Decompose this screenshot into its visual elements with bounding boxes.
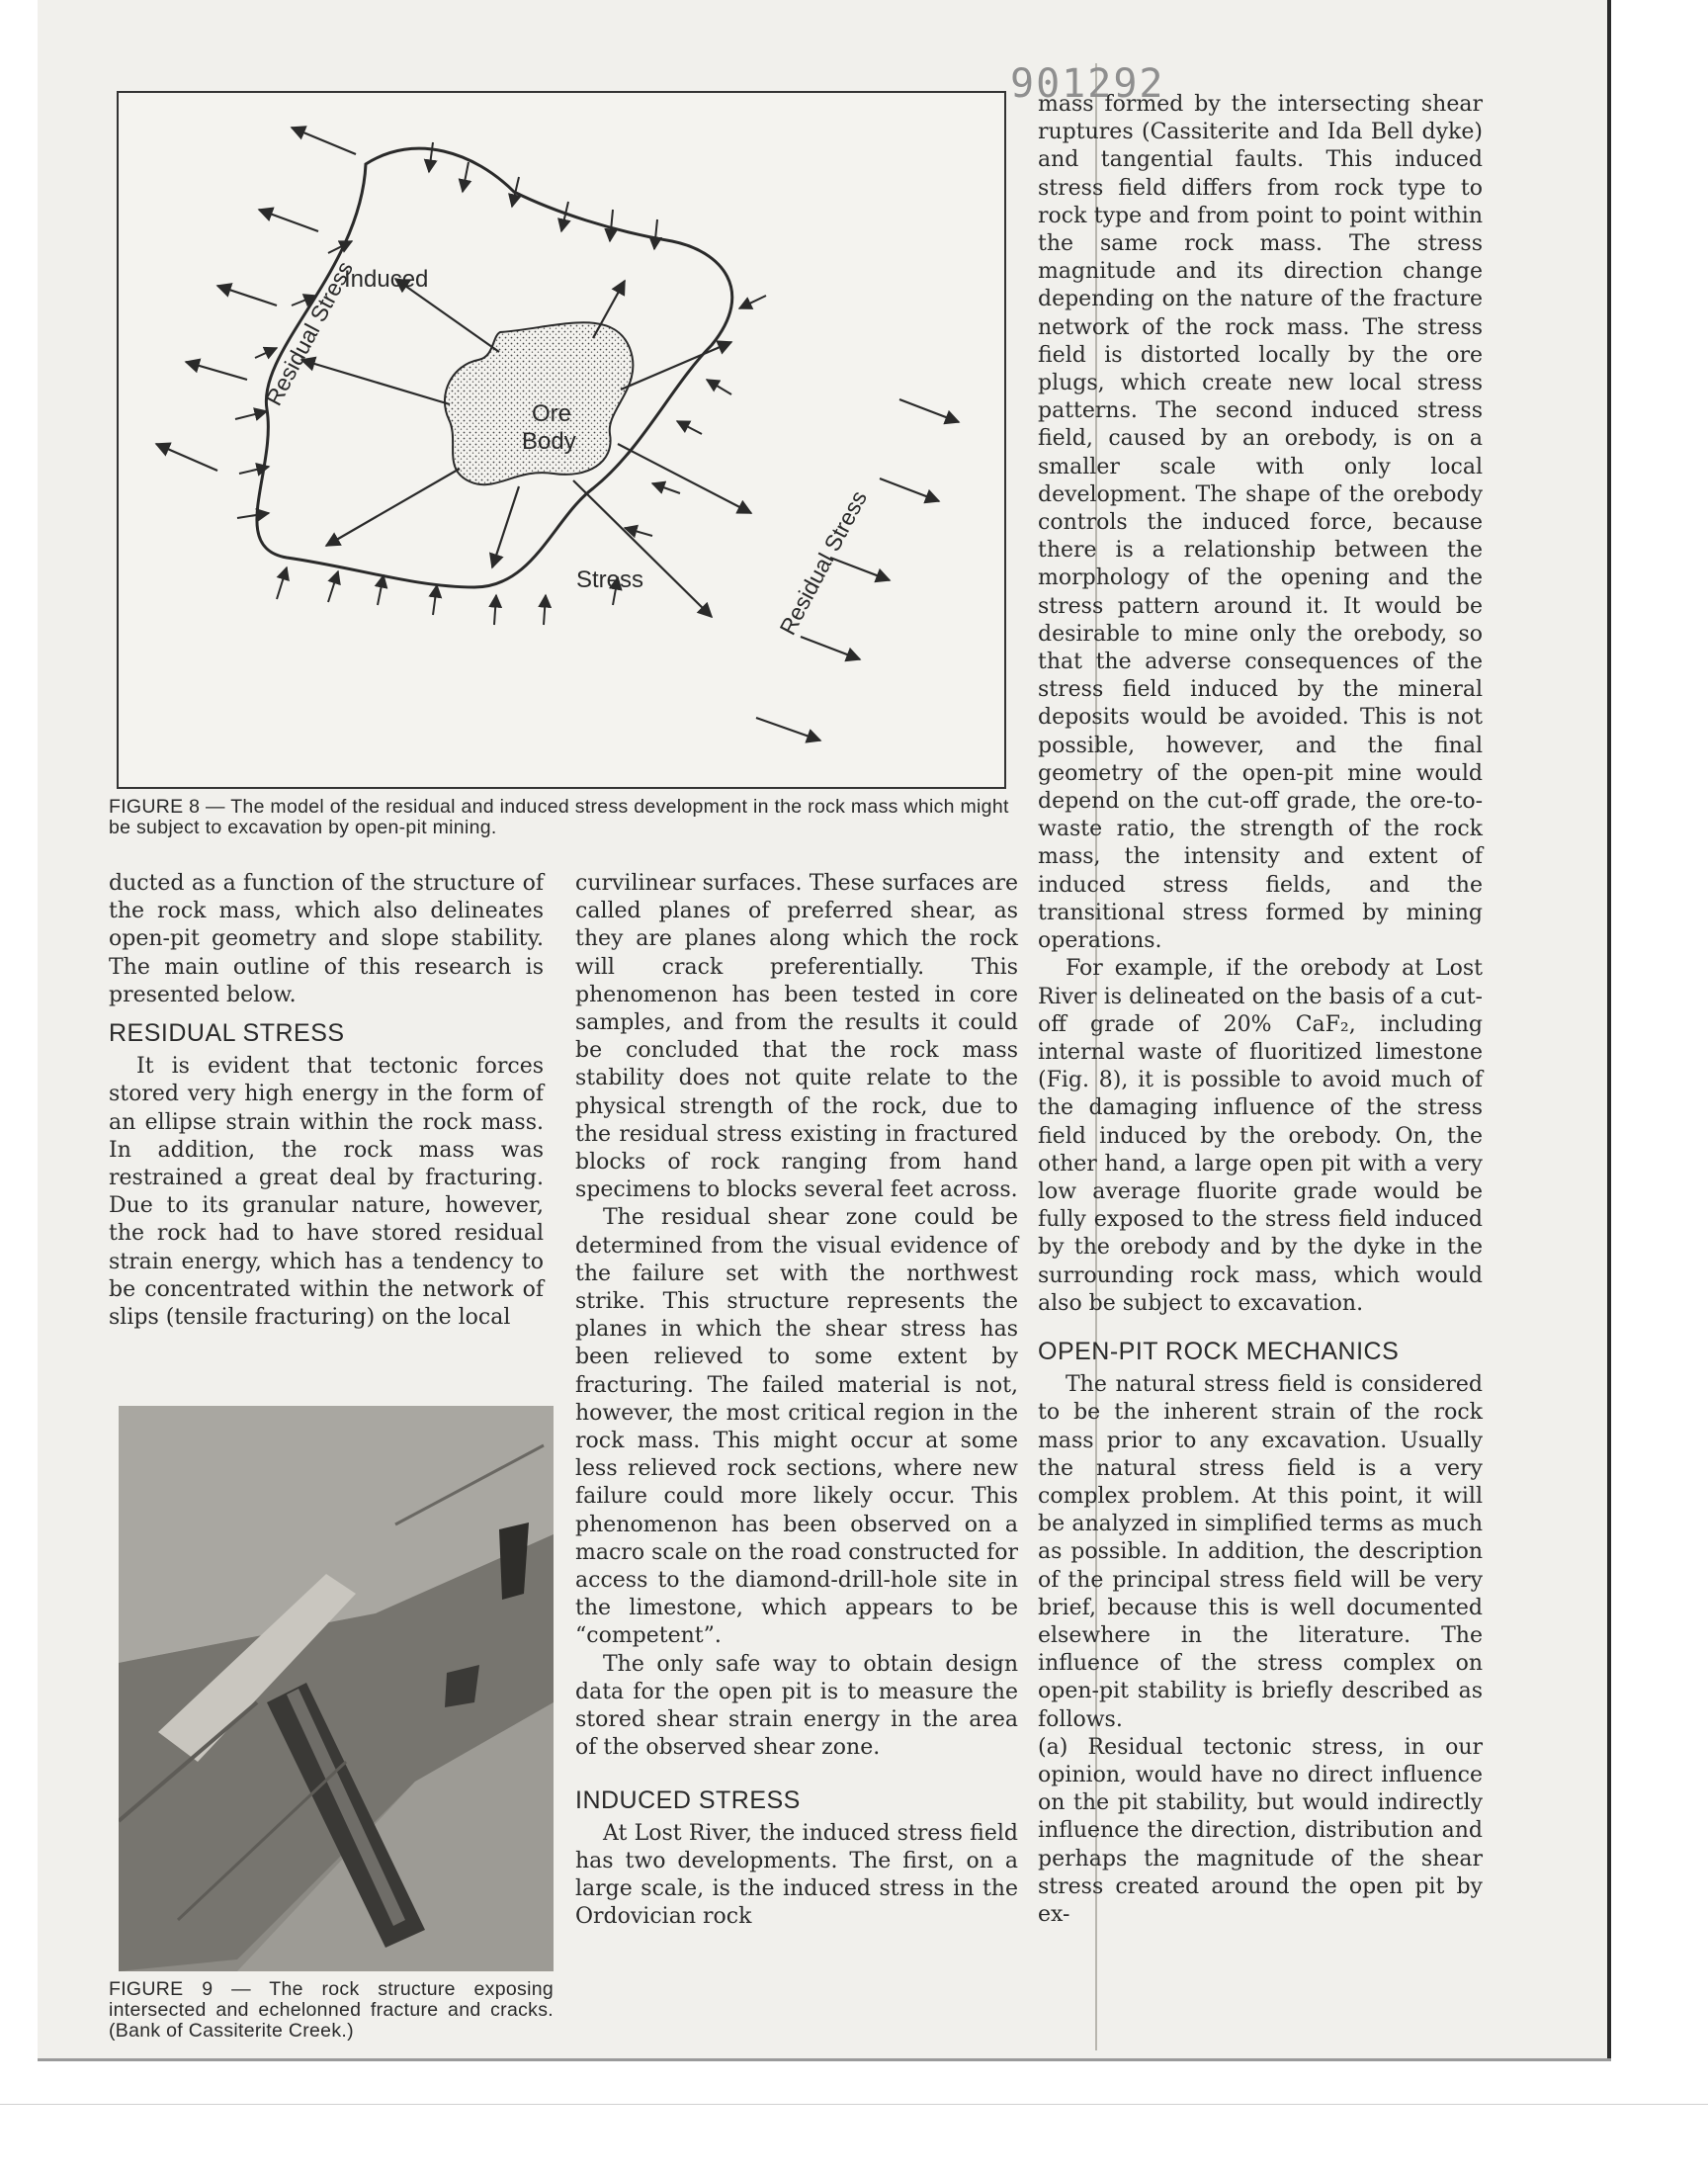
text-column-middle bbox=[575, 870, 1018, 1932]
paragraph: It is evident that tectonic forces stored very high energy in the form of an ellipse strain within the rock mass. In addition, the rock mass was restrained a great deal by fracturing. Due to its granular nature, however, the rock had to have stored residual strain energy, which has a tendency to be concentrated within the network of slips (tensile fracturing) on the local bbox=[109, 1054, 544, 1331]
ore-label: Ore bbox=[532, 400, 572, 427]
paragraph: For example, if the orebody at Lost River is delineated on the basis of a cut-off grade of 20% CaF₂, including internal waste of fluoritized limestone (Fig. 8), it is possible to avoid much of the damaging influence of the stress field induced by the orebody. On, the other hand, a large open pit with a very low average fluorite grade would be fully exposed to the stress field induced by the orebody and by the dyke in the surrounding rock mass, which would also be subject to excavation. bbox=[1038, 956, 1483, 1316]
paragraph: curvilinear surfaces. These surfaces are called planes of preferred shear, as they are planes along which the rock will crack preferentially. This phenomenon has been tested in core samples, and from the results it could be concluded that the rock mass stability does not quite relate to the physical strength of the rock, due to the residual stress existing in fractured blocks of rock ranging from hand specimens to blocks several feet across. bbox=[575, 871, 1018, 1203]
section-heading-residual-stress: RESIDUAL STRESS bbox=[109, 1019, 345, 1048]
induced-label: Induced bbox=[344, 266, 429, 293]
paragraph: (a) Residual tectonic stress, in our opinion, would have no direct influence on the pit stability, but would indirectly influence the direction, distribution and perhaps the magnitude of the shear stress created around the open pit by ex- bbox=[1038, 1734, 1483, 1927]
paragraph: The residual shear zone could be determined from the visual evidence of the failure set with the northwest strike. This structure represents the planes in which the shear stress has been relieved to some extent by fracturing. The failed material is not, however, the most critical region in the rock mass. This might occur at some less relieved rock sections, where new failure could more likely occur. This phenomenon has been observed on a macro scale on the road constructed for access to the diamond-drill-hole site in the limestone, which appears to be “competent”. bbox=[575, 1205, 1018, 1649]
page-bottom-edge bbox=[38, 2058, 1611, 2061]
figure-8-caption: FIGURE 8 — The model of the residual and induced stress development in the rock mass which might be subject to excavation by open-pit mining. bbox=[109, 796, 1009, 838]
figure-9-rock-photo bbox=[119, 1406, 554, 1971]
paragraph: mass formed by the intersecting shear ruptures (Cassiterite and Ida Bell dyke) and tangential faults. This induced stress field differs from rock type to rock type and from point to point within the same rock mass. The stress magnitude and its direction change depending on the nature of the fracture network of the rock mass. The stress field is distorted locally by the ore plugs, which create new local stress patterns. The second induced stress field, caused by an orebody, is on a smaller scale with only local development. The shape of the orebody controls the induced force, because there is a relationship between the morphology of the opening and the stress pattern around it. It would be desirable to mine only the orebody, so that the adverse consequences of the stress field induced by the mineral deposits would be avoided. This is not possible, however, and the final geometry of the open-pit mine would depend on the cut-off grade, the ore-to-waste ratio, the strength of the rock mass, the intensity and extent of induced stress fields, and the transitional stress formed by mining operations. bbox=[1038, 92, 1483, 954]
text-column-left bbox=[109, 870, 544, 1332]
stress-model-svg bbox=[119, 93, 1004, 787]
residual-stress-left-label: Residual Stress bbox=[260, 256, 359, 410]
paragraph: The natural stress field is considered to be the inherent strain of the rock mass prior to any excavation. Usually the natural stress field is a very complex problem. At this point, it will be analyzed in simplified terms as much as possible. In addition, the description of the principal stress field will be very brief, because this is well documented elsewhere in the literature. The influence of the stress complex on open-pit stability is briefly described as follows. bbox=[1038, 1372, 1483, 1732]
paragraph: At Lost River, the induced stress field has two developments. The first, on a large scale, is the induced stress in the Ordovician rock bbox=[575, 1820, 1018, 1930]
scan-artifact-line bbox=[0, 2104, 1708, 2105]
document-number-stamp: 901292 bbox=[1010, 61, 1165, 107]
section-heading-induced-stress: INDUCED STRESS bbox=[575, 1785, 801, 1814]
body-label: Body bbox=[522, 428, 576, 455]
stress-label: Stress bbox=[576, 566, 644, 593]
figure-9-caption: FIGURE 9 — The rock structure exposing intersected and echelonned fracture and cracks. (Bank of Cassiterite Creek.) bbox=[109, 1979, 554, 2042]
paragraph: The only safe way to obtain design data for the open pit is to measure the stored shear strain energy in the area of the observed shear zone. bbox=[575, 1651, 1018, 1761]
rock-photo-svg bbox=[119, 1406, 554, 1971]
text-column-right bbox=[1038, 91, 1483, 1929]
figure-8-stress-diagram bbox=[117, 91, 1006, 789]
residual-stress-right-label: Residual Stress bbox=[774, 485, 873, 640]
section-heading-open-pit-rock-mechanics: OPEN-PIT ROCK MECHANICS bbox=[1038, 1337, 1400, 1365]
page-right-edge bbox=[1607, 0, 1611, 2058]
paragraph: ducted as a function of the structure of the rock mass, which also delineates open-pit geometry and slope stability. The main outline of this research is presented below. bbox=[109, 871, 544, 1007]
